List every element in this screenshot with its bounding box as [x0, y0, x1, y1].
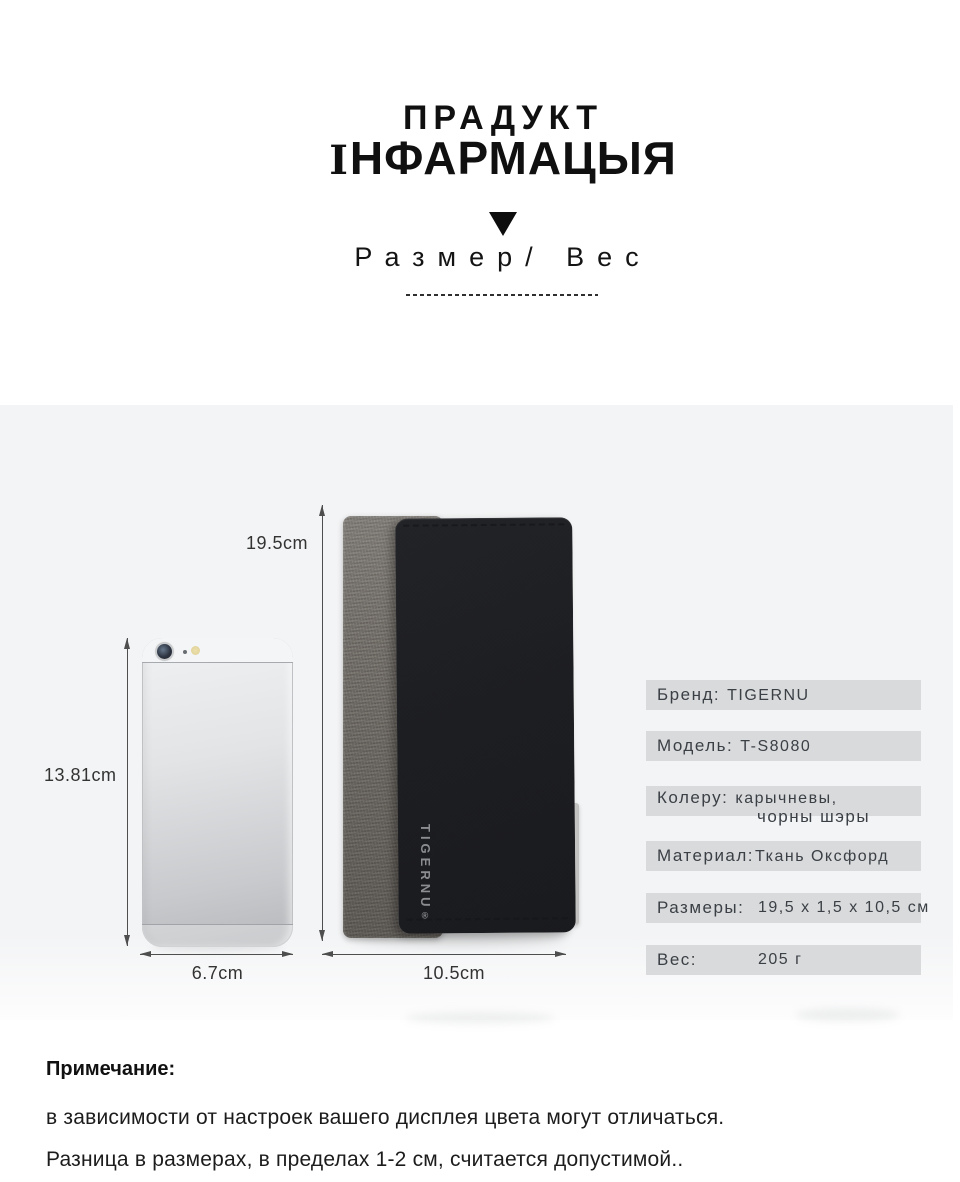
wallet-width-label: 10.5cm: [422, 963, 486, 983]
spec-label: Вес:: [657, 950, 698, 969]
page-title-line1: ПРАДУКТ: [402, 99, 604, 137]
phone-flash-icon: [191, 646, 200, 655]
dashed-divider: [406, 294, 598, 296]
phone-camera-icon: [157, 644, 172, 659]
spec-label: Материал:: [657, 846, 755, 865]
spec-label: Размеры:: [657, 898, 745, 917]
spec-value: 19,5 x 1,5 x 10,5 см: [758, 899, 930, 916]
phone-width-arrow: [140, 954, 293, 955]
spec-row-weight: [646, 945, 921, 975]
phone-width-label: 6.7cm: [191, 963, 244, 983]
wallet-logo-text: TIGERNU: [418, 824, 433, 911]
note-title: Примечание:: [46, 1058, 176, 1080]
phone-mic-dot: [183, 650, 187, 654]
phone-bottom-antenna-band: [142, 924, 293, 947]
wallet-height-arrow: [322, 505, 323, 941]
note-line-2: Разница в размерах, в пределах 1-2 см, считается допустимой..: [46, 1148, 684, 1171]
registered-mark-icon: ®: [420, 910, 430, 921]
phone-top-antenna-band: [142, 638, 293, 663]
spec-label: Колеру:: [657, 788, 729, 807]
floor-smudge: [795, 1008, 900, 1022]
down-triangle-icon: [489, 212, 517, 236]
phone-height-label: 13.81cm: [44, 765, 117, 785]
note-line-1: в зависимости от настроек вашего дисплея цвета могут отличаться.: [46, 1106, 725, 1129]
spec-row-brand: [646, 680, 921, 710]
section-subtitle: Размер/ Вес: [354, 242, 652, 272]
floor-smudge: [405, 1012, 555, 1024]
spec-row-size: [646, 893, 930, 923]
title-line2-rest: НФАРМАЦЫЯ: [349, 132, 677, 184]
phone-height-arrow: [127, 638, 128, 946]
spec-value-line2: чорны шэры: [757, 807, 871, 826]
spec-value: TIGERNU: [727, 687, 810, 704]
spec-label: Модель:: [657, 736, 734, 755]
spec-row-color: [646, 786, 921, 826]
spec-value: Ткань Оксфорд: [755, 848, 890, 865]
spec-row-model: [646, 731, 921, 761]
spec-label: Бренд:: [657, 685, 721, 704]
wallet-height-label: 19.5cm: [246, 533, 309, 553]
spec-row-material: [646, 841, 921, 871]
spec-value: карычневы,: [735, 790, 838, 807]
title-serif-initial: І: [329, 137, 350, 184]
wallet-width-arrow: [322, 954, 566, 955]
phone-image: [142, 638, 293, 947]
spec-value: 205 г: [758, 951, 803, 968]
page-title-line2: [23, 132, 960, 184]
spec-value: T-S8080: [740, 738, 812, 755]
wallet-brand-logo: [414, 824, 436, 921]
